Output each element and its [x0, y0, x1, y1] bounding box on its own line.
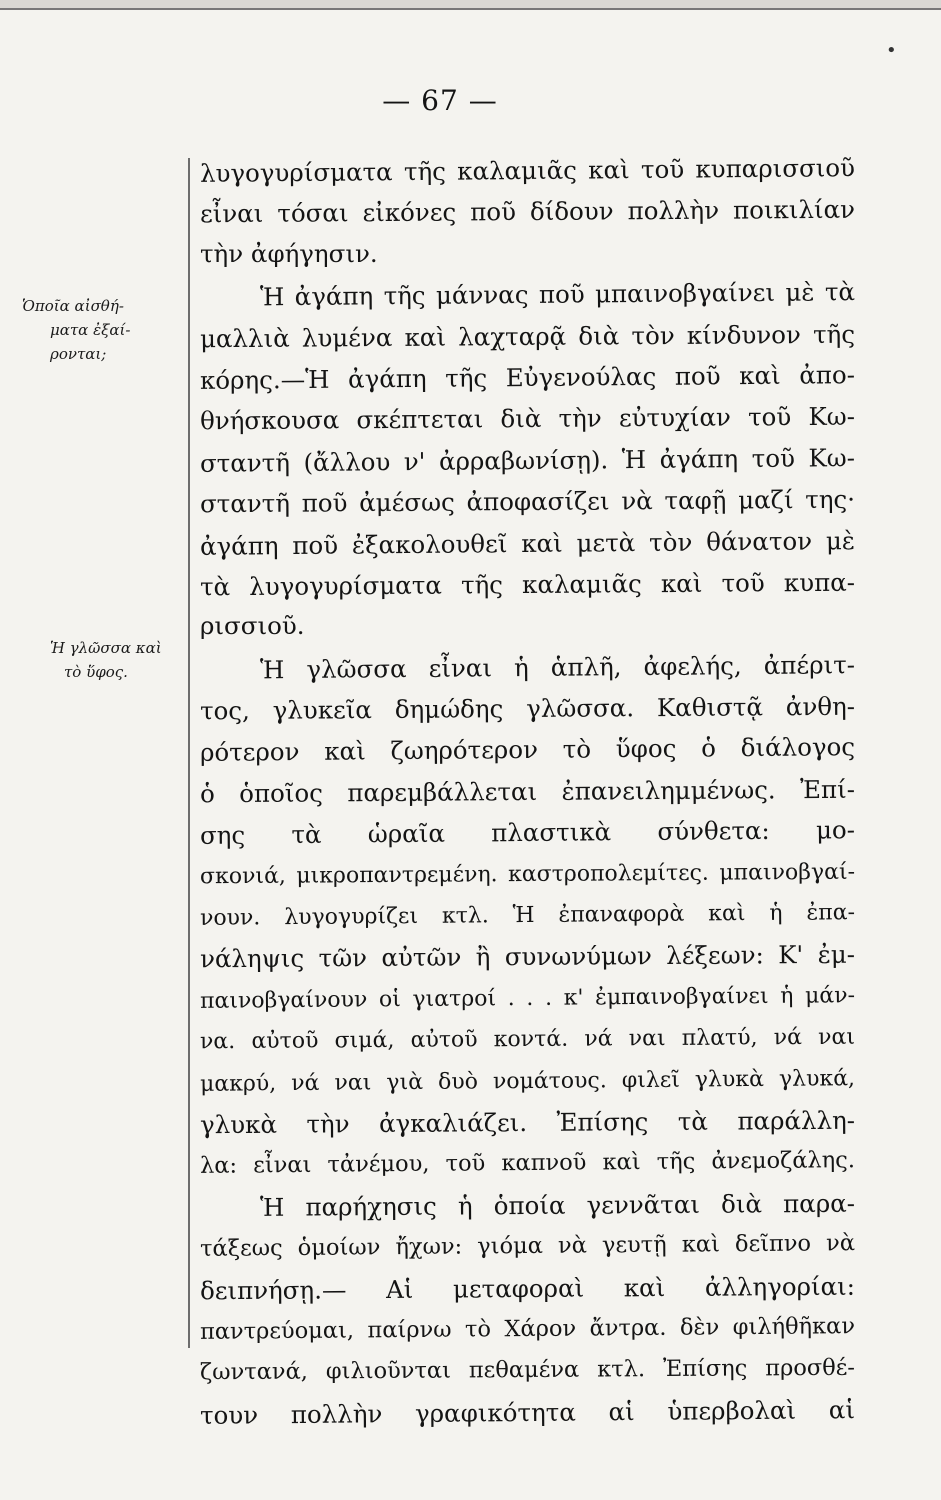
text-line: Ἡ παρήχησις ἡ ὁποία γεννᾶται διὰ παρα- — [259, 1188, 856, 1222]
page-top-edge — [0, 0, 941, 10]
margin-note-language-style — [50, 636, 180, 684]
text-line: λυγογυρίσματα τῆς καλαμιᾶς καὶ τοῦ κυπαρισσιοῦ — [199, 153, 856, 188]
text-line: σης τὰ ὡραῖα πλαστικὰ σύνθετα: μο- — [199, 815, 856, 851]
text-line: μαλλιὰ λυμένα καὶ λαχταρᾷ διὰ τὸν κίνδυνον τῆς — [199, 319, 856, 353]
page-number: — 67 — — [382, 84, 498, 117]
text-line: ἀγάπη ποῦ ἐξακολουθεῖ καὶ μετὰ τὸν θάνατον μὲ — [199, 525, 856, 561]
text-line: λα: εἶναι τἀνέμου, τοῦ καπνοῦ καὶ τῆς ἀνεμοζάλης. — [199, 1147, 856, 1180]
text-line: σκονιά, μικροπαντρεμένη. καστροπολεμίτες. μπαινοβγαί- — [199, 859, 856, 889]
text-line: σταντῆ ποῦ ἀμέσως ἀποφασίζει νὰ ταφῇ μαζί της· — [199, 484, 856, 519]
text-line: Ἡ γλῶσσα εἶναι ἡ ἁπλῆ, ἀφελής, ἀπέριτ- — [259, 649, 856, 685]
margin-note-line: Ὁποῖα αἰσθή- — [22, 297, 124, 315]
text-line: Ἡ ἀγάπη τῆς μάννας ποῦ μπαινοβγαίνει μὲ τὰ — [259, 277, 856, 312]
margin-note-line: ματα ἐξαί- — [50, 321, 131, 339]
text-line: σταντῆ (ἄλλου ν' ἀρραβωνίσῃ). Ἡ ἀγάπη τοῦ Κω- — [199, 442, 856, 478]
text-line: γλυκὰ τὴν ἀγκαλιάζει. Ἐπίσης τὰ παράλλη- — [199, 1105, 856, 1140]
text-line: ρότερον καὶ ζωηρότερον τὸ ὕφος ὁ διάλογος — [199, 732, 856, 768]
text-line: θνήσκουσα σκέπτεται διὰ τὴν εὐτυχίαν τοῦ Κω- — [199, 402, 856, 436]
margin-note-feelings — [22, 294, 182, 366]
text-line: ρισσιοῦ. — [200, 611, 305, 641]
text-line: ζωντανά, φιλιοῦνται πεθαμένα κτλ. Ἐπίσης προσθέ- — [199, 1355, 856, 1386]
main-text-block — [200, 150, 855, 1433]
text-line: τουν πολλὴν γραφικότητα αἱ ὑπερβολαὶ αἱ — [199, 1394, 856, 1430]
text-line: τάξεως ὁμοίων ἤχων: γιόμα νὰ γευτῇ καὶ δεῖπνο νὰ — [199, 1230, 856, 1263]
text-line: τος, γλυκεῖα δημώδης γλῶσσα. Καθιστᾷ ἀνθη- — [199, 691, 856, 726]
margin-note-line: τὸ ὕφος. — [64, 663, 128, 681]
text-line: κόρης.—Ἡ ἀγάπη τῆς Εὐγενούλας ποῦ καὶ ἀπο- — [199, 360, 856, 395]
text-line: νουν. λυγογυρίζει κτλ. Ἡ ἐπαναφορὰ καὶ ἡ ἐπα- — [199, 900, 856, 931]
text-line: μακρύ, νά ναι γιὰ δυὸ νομάτους. φιλεῖ γλυκὰ γλυκά, — [199, 1065, 856, 1097]
text-line: παντρεύομαι, παίρνω τὸ Χάρον ἄντρα. δὲν φιλήθῆκαν — [199, 1313, 856, 1345]
text-line: νάληψις τῶν αὐτῶν ἢ συνωνύμων λέξεων: Κ' ἐμ- — [199, 940, 856, 974]
text-line: ὁ ὁποῖος παρεμβάλλεται ἐπανειλημμένως. Ἐπί- — [199, 774, 856, 809]
margin-divider-line — [188, 158, 190, 1348]
text-line: εἶναι τόσαι εἰκόνες ποῦ δίδουν πολλὴν ποικιλίαν — [199, 195, 856, 229]
ink-dot-mark: • — [886, 40, 897, 61]
text-line: να. αὐτοῦ σιμά, αὐτοῦ κοντά. νά ναι πλατύ, νά ναι — [199, 1024, 856, 1055]
text-line: τὰ λυγογυρίσματα τῆς καλαμιᾶς καὶ τοῦ κυπα- — [199, 567, 856, 602]
text-line: παινοβγαίνουν οἱ γιατροί . . . κ' ἐμπαινοβγαίνει ἡ μάν- — [199, 982, 856, 1014]
margin-note-line: Ἡ γλῶσσα καὶ — [50, 639, 162, 657]
text-line: δειπνήσῃ.— Αἱ μεταφοραὶ καὶ ἀλληγορίαι: — [199, 1271, 856, 1305]
margin-note-line: ρονται; — [50, 345, 107, 363]
text-line: τὴν ἀφήγησιν. — [200, 238, 378, 268]
